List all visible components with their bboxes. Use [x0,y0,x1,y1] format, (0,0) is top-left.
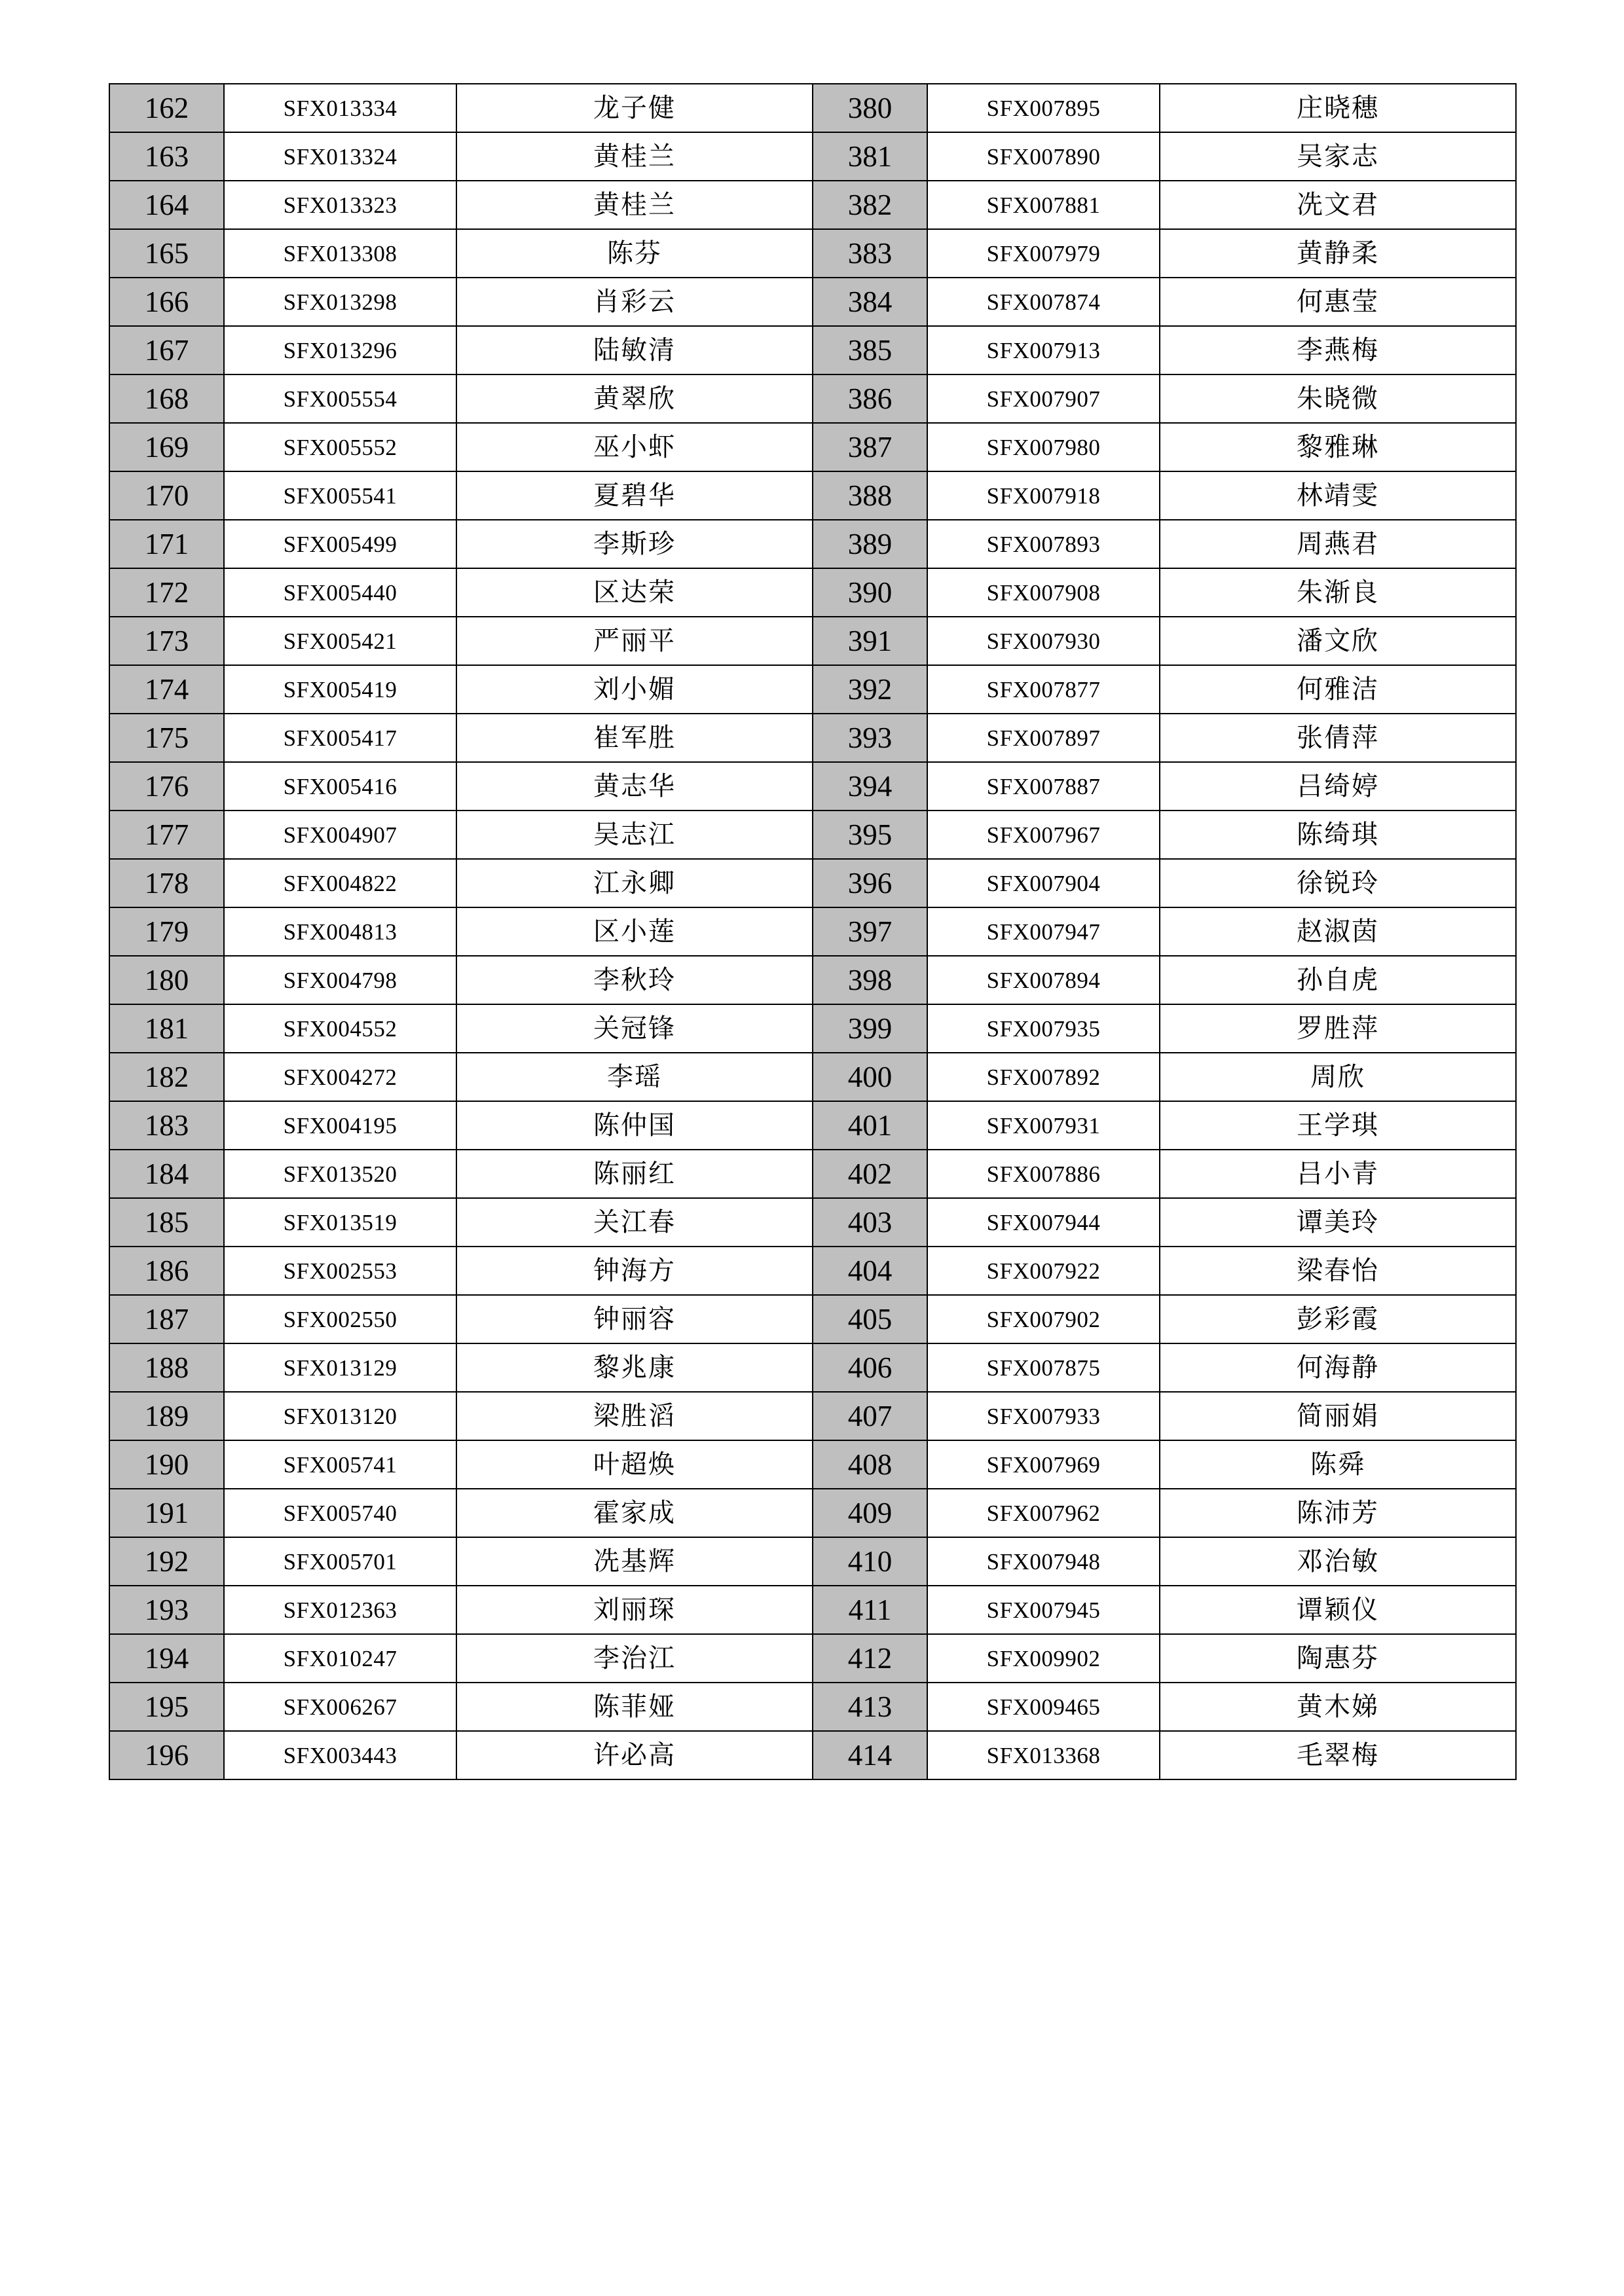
row-code-right: SFX013368 [927,1731,1160,1779]
row-name-left: 关江春 [456,1198,813,1247]
row-code-left: SFX005701 [224,1537,456,1586]
row-sequence-right: 402 [813,1150,927,1198]
table-row [109,374,1516,423]
row-code-right: SFX007893 [927,520,1160,568]
row-sequence-right: 398 [813,956,927,1004]
row-code-left: SFX013324 [224,132,456,181]
row-sequence-right: 381 [813,132,927,181]
row-code-right: SFX007944 [927,1198,1160,1247]
table-row [109,1731,1516,1779]
row-name-right: 潘文欣 [1160,617,1516,665]
table-row [109,278,1516,326]
row-name-left: 龙子健 [456,84,813,132]
row-sequence-right: 390 [813,568,927,617]
row-code-right: SFX007948 [927,1537,1160,1586]
row-name-right: 周燕君 [1160,520,1516,568]
row-code-left: SFX013520 [224,1150,456,1198]
row-name-right: 吕绮婷 [1160,762,1516,811]
row-code-right: SFX007913 [927,326,1160,374]
table-row [109,568,1516,617]
row-name-left: 陈仲国 [456,1101,813,1150]
row-code-left: SFX005499 [224,520,456,568]
row-sequence-left: 193 [109,1586,224,1634]
row-name-right: 何海静 [1160,1343,1516,1392]
row-name-right: 何雅洁 [1160,665,1516,714]
row-name-right: 谭美玲 [1160,1198,1516,1247]
row-name-right: 陶惠芬 [1160,1634,1516,1683]
table-row [109,665,1516,714]
row-code-right: SFX007892 [927,1053,1160,1101]
table-row [109,471,1516,520]
row-sequence-right: 399 [813,1004,927,1053]
table-row [109,859,1516,907]
row-code-left: SFX005740 [224,1489,456,1537]
row-code-left: SFX013323 [224,181,456,229]
row-sequence-right: 383 [813,229,927,278]
row-code-left: SFX010247 [224,1634,456,1683]
table-row [109,1392,1516,1440]
row-code-left: SFX004552 [224,1004,456,1053]
row-sequence-left: 170 [109,471,224,520]
row-code-right: SFX007875 [927,1343,1160,1392]
table-row [109,1586,1516,1634]
row-sequence-right: 408 [813,1440,927,1489]
row-code-right: SFX007918 [927,471,1160,520]
row-name-right: 毛翠梅 [1160,1731,1516,1779]
row-code-left: SFX005419 [224,665,456,714]
row-sequence-right: 406 [813,1343,927,1392]
row-name-left: 李秋玲 [456,956,813,1004]
row-name-left: 钟丽容 [456,1295,813,1343]
roster-table-body [109,84,1516,1779]
row-sequence-right: 391 [813,617,927,665]
row-code-left: SFX004907 [224,811,456,859]
table-row [109,1634,1516,1683]
row-sequence-left: 164 [109,181,224,229]
row-sequence-right: 405 [813,1295,927,1343]
table-row [109,811,1516,859]
row-sequence-left: 173 [109,617,224,665]
row-sequence-right: 410 [813,1537,927,1586]
row-sequence-right: 397 [813,907,927,956]
table-row [109,1343,1516,1392]
table-row [109,1683,1516,1731]
row-code-right: SFX007895 [927,84,1160,132]
row-name-right: 庄晓穗 [1160,84,1516,132]
row-sequence-right: 394 [813,762,927,811]
row-sequence-right: 382 [813,181,927,229]
table-row [109,1101,1516,1150]
row-code-left: SFX005554 [224,374,456,423]
row-code-right: SFX007967 [927,811,1160,859]
row-name-left: 江永卿 [456,859,813,907]
row-name-right: 孙自虎 [1160,956,1516,1004]
row-sequence-left: 175 [109,714,224,762]
row-sequence-left: 186 [109,1247,224,1295]
row-name-left: 陈丽红 [456,1150,813,1198]
row-name-right: 周欣 [1160,1053,1516,1101]
row-sequence-right: 387 [813,423,927,471]
row-code-left: SFX005416 [224,762,456,811]
table-row [109,1247,1516,1295]
row-name-right: 吕小青 [1160,1150,1516,1198]
row-name-left: 李斯珍 [456,520,813,568]
row-code-left: SFX013120 [224,1392,456,1440]
row-name-right: 朱晓微 [1160,374,1516,423]
row-name-left: 冼基辉 [456,1537,813,1586]
row-sequence-right: 411 [813,1586,927,1634]
table-row [109,762,1516,811]
row-sequence-right: 414 [813,1731,927,1779]
row-sequence-right: 412 [813,1634,927,1683]
row-name-left: 许必高 [456,1731,813,1779]
row-name-left: 黎兆康 [456,1343,813,1392]
row-name-right: 何惠莹 [1160,278,1516,326]
row-sequence-left: 178 [109,859,224,907]
row-code-right: SFX007935 [927,1004,1160,1053]
row-name-left: 刘小媚 [456,665,813,714]
row-code-left: SFX005421 [224,617,456,665]
row-sequence-left: 196 [109,1731,224,1779]
row-code-left: SFX004813 [224,907,456,956]
row-name-left: 黄桂兰 [456,132,813,181]
row-name-right: 林靖雯 [1160,471,1516,520]
row-name-right: 朱渐良 [1160,568,1516,617]
table-row [109,714,1516,762]
row-sequence-right: 389 [813,520,927,568]
table-row [109,956,1516,1004]
row-code-right: SFX007969 [927,1440,1160,1489]
row-code-right: SFX007922 [927,1247,1160,1295]
row-code-left: SFX004272 [224,1053,456,1101]
table-row [109,1537,1516,1586]
row-sequence-right: 388 [813,471,927,520]
row-name-left: 钟海方 [456,1247,813,1295]
row-sequence-left: 165 [109,229,224,278]
row-code-left: SFX003443 [224,1731,456,1779]
table-row [109,84,1516,132]
row-sequence-left: 189 [109,1392,224,1440]
row-code-right: SFX007907 [927,374,1160,423]
table-row [109,1150,1516,1198]
row-code-right: SFX007877 [927,665,1160,714]
row-sequence-right: 403 [813,1198,927,1247]
row-sequence-right: 384 [813,278,927,326]
row-sequence-right: 395 [813,811,927,859]
row-sequence-left: 169 [109,423,224,471]
row-code-left: SFX012363 [224,1586,456,1634]
row-sequence-left: 174 [109,665,224,714]
table-row [109,1053,1516,1101]
row-code-left: SFX013308 [224,229,456,278]
row-code-left: SFX013296 [224,326,456,374]
row-name-left: 李瑶 [456,1053,813,1101]
row-name-right: 冼文君 [1160,181,1516,229]
row-name-left: 严丽平 [456,617,813,665]
row-sequence-left: 162 [109,84,224,132]
row-sequence-right: 396 [813,859,927,907]
row-code-right: SFX007945 [927,1586,1160,1634]
row-code-left: SFX013334 [224,84,456,132]
table-row [109,132,1516,181]
row-name-left: 区达荣 [456,568,813,617]
row-code-left: SFX005417 [224,714,456,762]
row-code-right: SFX007904 [927,859,1160,907]
row-name-left: 关冠锋 [456,1004,813,1053]
row-sequence-left: 179 [109,907,224,956]
row-name-left: 区小莲 [456,907,813,956]
row-sequence-right: 401 [813,1101,927,1150]
row-name-right: 赵淑茵 [1160,907,1516,956]
row-code-left: SFX006267 [224,1683,456,1731]
row-code-right: SFX007887 [927,762,1160,811]
row-sequence-right: 413 [813,1683,927,1731]
row-name-left: 李治江 [456,1634,813,1683]
row-sequence-left: 181 [109,1004,224,1053]
row-code-left: SFX005440 [224,568,456,617]
row-code-right: SFX007930 [927,617,1160,665]
row-code-left: SFX013519 [224,1198,456,1247]
row-name-right: 徐锐玲 [1160,859,1516,907]
row-name-right: 陈沛芳 [1160,1489,1516,1537]
row-sequence-right: 385 [813,326,927,374]
row-name-right: 王学琪 [1160,1101,1516,1150]
table-row [109,907,1516,956]
row-name-left: 巫小虾 [456,423,813,471]
row-sequence-right: 400 [813,1053,927,1101]
row-sequence-left: 183 [109,1101,224,1150]
row-sequence-right: 409 [813,1489,927,1537]
row-sequence-right: 380 [813,84,927,132]
table-row [109,1295,1516,1343]
row-code-right: SFX007894 [927,956,1160,1004]
row-code-left: SFX005741 [224,1440,456,1489]
row-name-right: 黄静柔 [1160,229,1516,278]
row-name-right: 梁春怡 [1160,1247,1516,1295]
row-name-left: 吴志江 [456,811,813,859]
row-code-right: SFX007980 [927,423,1160,471]
row-sequence-left: 177 [109,811,224,859]
table-row [109,229,1516,278]
table-row [109,1004,1516,1053]
row-code-right: SFX007962 [927,1489,1160,1537]
row-name-left: 崔军胜 [456,714,813,762]
row-sequence-left: 188 [109,1343,224,1392]
row-sequence-left: 195 [109,1683,224,1731]
row-name-left: 肖彩云 [456,278,813,326]
row-sequence-left: 176 [109,762,224,811]
row-name-left: 陈菲娅 [456,1683,813,1731]
row-name-left: 黄翠欣 [456,374,813,423]
row-code-right: SFX009465 [927,1683,1160,1731]
roster-table-container [109,83,1515,1780]
row-name-right: 张倩萍 [1160,714,1516,762]
row-sequence-left: 182 [109,1053,224,1101]
row-code-right: SFX007933 [927,1392,1160,1440]
row-name-right: 吴家志 [1160,132,1516,181]
row-code-left: SFX004798 [224,956,456,1004]
row-sequence-left: 191 [109,1489,224,1537]
row-sequence-left: 168 [109,374,224,423]
row-code-right: SFX007979 [927,229,1160,278]
row-name-right: 简丽娟 [1160,1392,1516,1440]
row-name-right: 彭彩霞 [1160,1295,1516,1343]
row-code-left: SFX002550 [224,1295,456,1343]
table-row [109,326,1516,374]
row-sequence-right: 392 [813,665,927,714]
row-name-right: 罗胜萍 [1160,1004,1516,1053]
row-sequence-left: 194 [109,1634,224,1683]
row-code-right: SFX009902 [927,1634,1160,1683]
table-row [109,1440,1516,1489]
row-sequence-left: 172 [109,568,224,617]
row-name-right: 陈舜 [1160,1440,1516,1489]
row-name-right: 李燕梅 [1160,326,1516,374]
row-sequence-left: 187 [109,1295,224,1343]
row-sequence-left: 163 [109,132,224,181]
row-name-left: 梁胜滔 [456,1392,813,1440]
row-sequence-left: 180 [109,956,224,1004]
row-code-right: SFX007931 [927,1101,1160,1150]
table-row [109,520,1516,568]
row-code-left: SFX002553 [224,1247,456,1295]
row-name-left: 黄志华 [456,762,813,811]
row-code-right: SFX007902 [927,1295,1160,1343]
row-code-left: SFX004195 [224,1101,456,1150]
row-code-right: SFX007897 [927,714,1160,762]
row-sequence-right: 386 [813,374,927,423]
row-code-left: SFX013129 [224,1343,456,1392]
table-row [109,181,1516,229]
row-code-left: SFX005541 [224,471,456,520]
roster-table [109,83,1517,1780]
row-name-left: 刘丽琛 [456,1586,813,1634]
row-code-left: SFX005552 [224,423,456,471]
row-name-left: 黄桂兰 [456,181,813,229]
row-sequence-right: 393 [813,714,927,762]
row-code-right: SFX007890 [927,132,1160,181]
row-code-right: SFX007908 [927,568,1160,617]
row-sequence-left: 184 [109,1150,224,1198]
row-name-right: 黄木娣 [1160,1683,1516,1731]
row-sequence-left: 167 [109,326,224,374]
row-name-left: 夏碧华 [456,471,813,520]
row-name-right: 陈绮琪 [1160,811,1516,859]
row-sequence-right: 407 [813,1392,927,1440]
table-row [109,1198,1516,1247]
row-name-right: 邓治敏 [1160,1537,1516,1586]
row-code-right: SFX007886 [927,1150,1160,1198]
row-code-left: SFX013298 [224,278,456,326]
row-sequence-right: 404 [813,1247,927,1295]
table-row [109,423,1516,471]
table-row [109,617,1516,665]
row-sequence-left: 171 [109,520,224,568]
row-code-right: SFX007947 [927,907,1160,956]
row-code-right: SFX007881 [927,181,1160,229]
row-code-left: SFX004822 [224,859,456,907]
table-row [109,1489,1516,1537]
row-name-left: 叶超焕 [456,1440,813,1489]
row-name-left: 陆敏清 [456,326,813,374]
row-name-right: 黎雅琳 [1160,423,1516,471]
row-sequence-left: 166 [109,278,224,326]
row-sequence-left: 192 [109,1537,224,1586]
row-code-right: SFX007874 [927,278,1160,326]
row-sequence-left: 190 [109,1440,224,1489]
row-name-left: 陈芬 [456,229,813,278]
row-name-right: 谭颖仪 [1160,1586,1516,1634]
row-sequence-left: 185 [109,1198,224,1247]
row-name-left: 霍家成 [456,1489,813,1537]
